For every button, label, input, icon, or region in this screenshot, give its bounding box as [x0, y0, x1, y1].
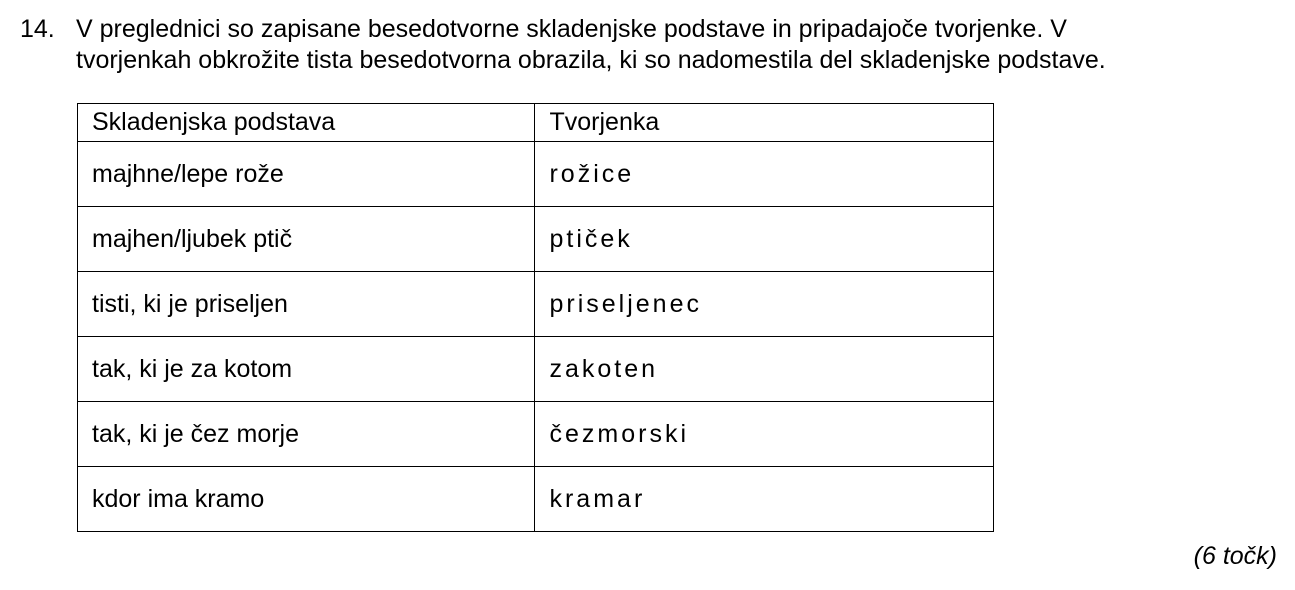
tvorjenka-word[interactable]: kramar	[549, 484, 646, 513]
table-header-row	[78, 104, 994, 142]
tvorjenka-cell[interactable]	[535, 207, 994, 272]
podstava-cell: tak, ki je čez morje	[78, 402, 535, 467]
tvorjenka-cell[interactable]	[535, 337, 994, 402]
header-tvorjenka: Tvorjenka	[535, 104, 994, 142]
tvorjenka-cell[interactable]	[535, 142, 994, 207]
podstava-cell: tisti, ki je priseljen	[78, 272, 535, 337]
question-text-line-2: tvorjenkah obkrožite tista besedotvorna obrazila, ki so nadomestila del skladenjske podstave.	[76, 46, 1106, 74]
points-label: (6 točk)	[1193, 542, 1277, 570]
table-row	[78, 402, 994, 467]
table-row	[78, 337, 994, 402]
tvorjenka-word[interactable]: ptiček	[549, 224, 633, 253]
question-text	[76, 14, 1276, 76]
tvorjenka-cell[interactable]	[535, 467, 994, 532]
tvorjenka-cell[interactable]	[535, 402, 994, 467]
tvorjenka-cell[interactable]	[535, 272, 994, 337]
tvorjenka-word[interactable]: priseljenec	[549, 289, 702, 318]
table-row	[78, 467, 994, 532]
question-number: 14.	[20, 15, 55, 43]
header-skladenjska-podstava: Skladenjska podstava	[78, 104, 535, 142]
word-formation-table	[77, 103, 994, 532]
tvorjenka-word[interactable]: rožice	[549, 159, 635, 188]
tvorjenka-word[interactable]: zakoten	[549, 354, 659, 383]
podstava-cell: majhne/lepe rože	[78, 142, 535, 207]
question-text-line-1: V preglednici so zapisane besedotvorne skladenjske podstave in pripadajoče tvorjenke. V	[76, 15, 1067, 43]
table-row	[78, 207, 994, 272]
table-row	[78, 142, 994, 207]
table-row	[78, 272, 994, 337]
podstava-cell: kdor ima kramo	[78, 467, 535, 532]
podstava-cell: majhen/ljubek ptič	[78, 207, 535, 272]
tvorjenka-word[interactable]: čezmorski	[549, 419, 689, 448]
podstava-cell: tak, ki je za kotom	[78, 337, 535, 402]
